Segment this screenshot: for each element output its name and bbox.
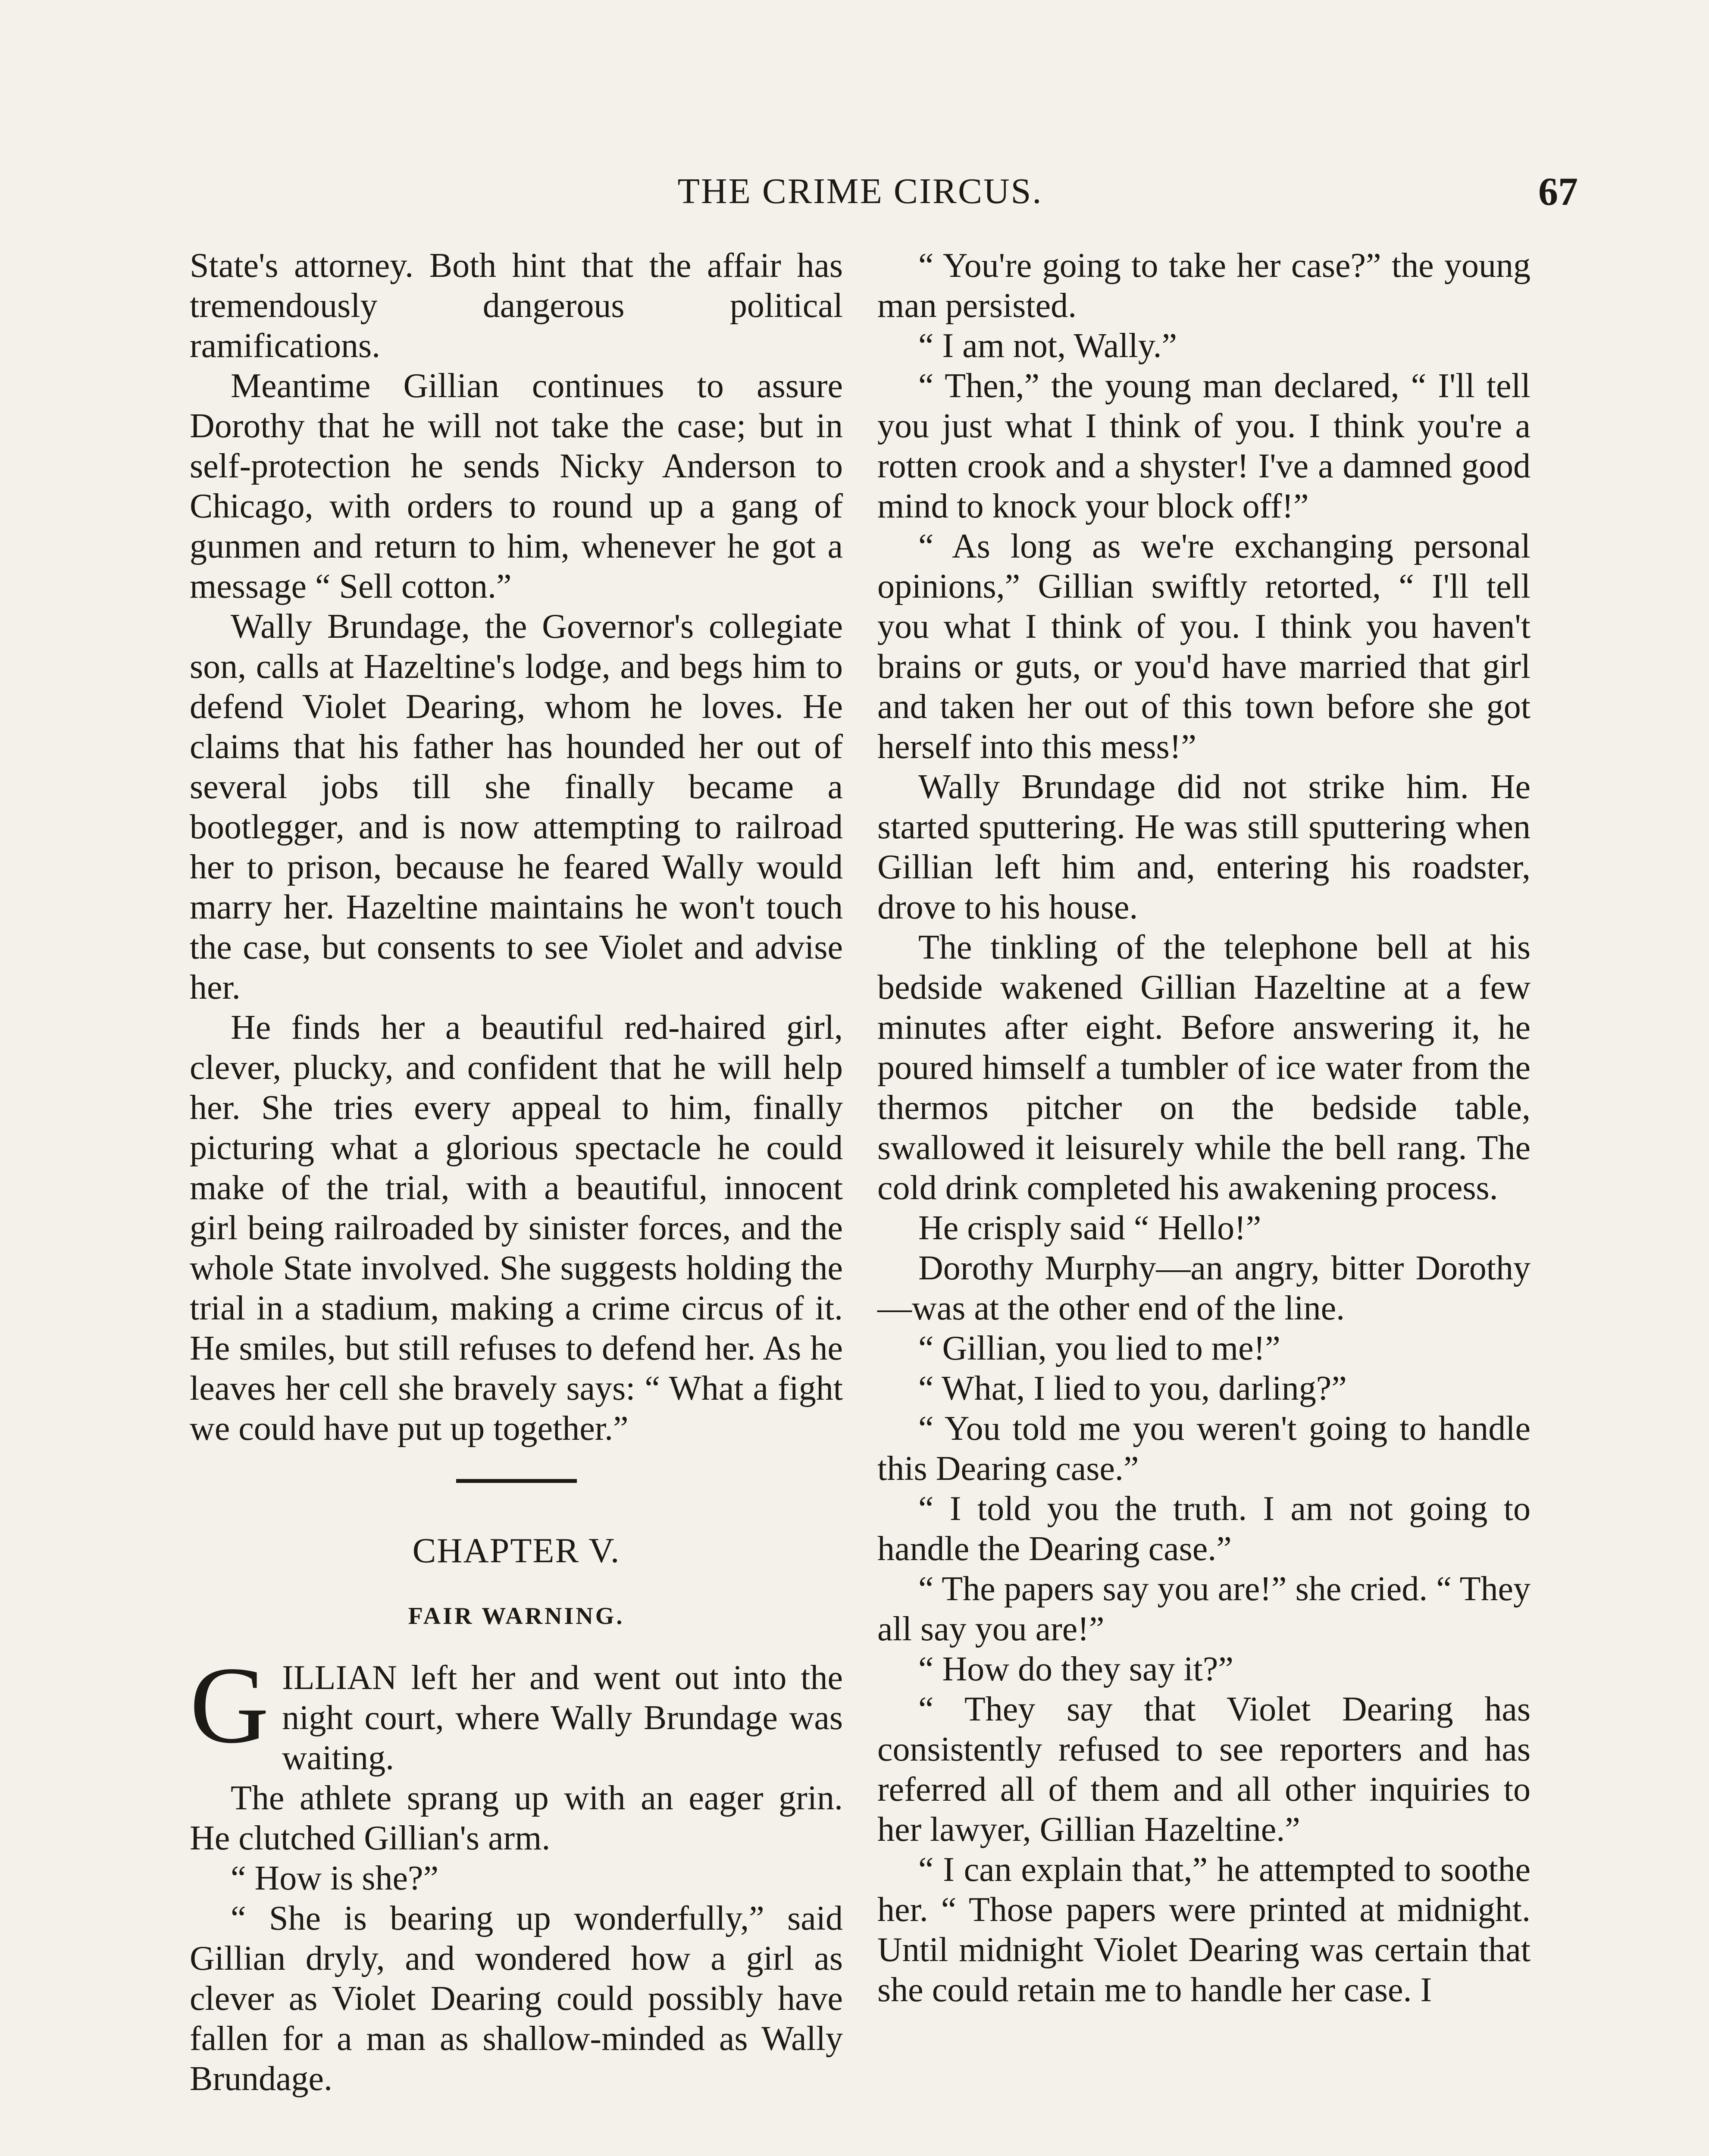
drop-cap: G (190, 1645, 269, 1766)
paragraph: “ What, I lied to you, darling?” (918, 1369, 1347, 1407)
paragraph: Wally Brundage, the Governor's collegiate son, calls at Hazeltine's lodge, and begs him to defend Violet Dearing, whom he loves. He claims that his father has hounded her out of several jobs till she finally became a bootlegger, and is now attempting to railroad her to prison, because he feared Wally would marry her. Hazeltine maintains he won't touch the case, but consents to see Violet and advise her. (190, 608, 843, 1006)
chapter-heading: CHAPTER V. (412, 1531, 620, 1570)
left-column (190, 246, 843, 2099)
opening-text: ILLIAN left her and went out into the night court, where Wally Brundage was waiting. (282, 1659, 843, 1777)
paragraph: He crisply said “ Hello!” (918, 1209, 1261, 1247)
paragraph: State's attorney. Both hint that the affair has tremendously dangerous political ramifications. (190, 247, 843, 365)
paragraph: “ The papers say you are!” she cried. “ They all say you are!” (877, 1570, 1531, 1648)
paragraph: Meantime Gillian continues to assure Dorothy that he will not take the case; but in self-protection he sends Nicky Anderson to Chicago, with orders to round up a gang of gunmen and return to him, whenever he got a message “ Sell cotton.” (190, 367, 843, 605)
paragraph: “ Gillian, you lied to me!” (918, 1329, 1280, 1367)
paragraph: “ How is she?” (231, 1859, 439, 1897)
chapter-opening-paragraph (190, 1645, 843, 1778)
paragraph: “ I am not, Wally.” (918, 327, 1177, 365)
paragraph: He finds her a beautiful red-haired girl, clever, plucky, and confident that he will help her. She tries every appeal to him, finally picturing what a glorious spectacle he could make of the trial, with a beautiful, innocent girl being railroaded by sinister forces, and the whole State involved. She suggests holding the trial in a stadium, making a crime circus of it. He smiles, but still refuses to defend her. As he leaves her cell she bravely says: “ What a fight we could have put up together.” (190, 1009, 843, 1448)
paragraph: “ You told me you weren't going to handle this Dearing case.” (877, 1410, 1531, 1488)
paragraph: “ As long as we're exchanging personal opinions,” Gillian swiftly retorted, “ I'll tell you what I think of you. I think you haven't brains or guts, or you'd have married that girl and taken her out of this town before she got herself into this mess!” (877, 527, 1531, 766)
paragraph: “ They say that Violet Dearing has consistently refused to see reporters and has referred all of them and all other inquiries to her lawyer, Gillian Hazeltine.” (877, 1690, 1531, 1849)
page-header (190, 169, 1578, 218)
paragraph: “ Then,” the young man declared, “ I'll tell you just what I think of you. I think you're a rotten crook and a shyster! I've a damned good mind to knock your block off!” (877, 367, 1531, 525)
paragraph: Dorothy Murphy—an angry, bitter Dorothy—was at the other end of the line. (877, 1249, 1531, 1327)
section-divider (456, 1479, 577, 1483)
paragraph: “ She is bearing up wonderfully,” said Gillian dryly, and wondered how a girl as clever as Violet Dearing could possibly have fallen for a man as shallow-minded as Wally Brundage. (190, 1899, 843, 2098)
paragraph: The tinkling of the telephone bell at his bedside wakened Gillian Hazeltine at a few minutes after eight. Before answering it, he poured himself a tumbler of ice water from the thermos pitcher on the bedside table, swallowed it leisurely while the bell rang. The cold drink completed his awakening process. (877, 928, 1531, 1207)
chapter-subtitle: FAIR WARNING. (408, 1603, 625, 1630)
right-column (877, 246, 1531, 2010)
paragraph: “ I can explain that,” he attempted to soothe her. “ Those papers were printed at midnight. Until midnight Violet Dearing was certain that she could retain me to handle her case. I (877, 1851, 1531, 2009)
paragraph: The athlete sprang up with an eager grin. He clutched Gillian's arm. (190, 1779, 843, 1857)
paragraph: “ How do they say it?” (918, 1650, 1233, 1688)
paragraph: “ You're going to take her case?” the young man persisted. (877, 247, 1531, 325)
paragraph: “ I told you the truth. I am not going to handle the Dearing case.” (877, 1490, 1531, 1568)
running-title: THE CRIME CIRCUS. (677, 171, 1043, 211)
paragraph: Wally Brundage did not strike him. He started sputtering. He was still sputtering when Gillian left him and, entering his roadster, drove to his house. (877, 768, 1531, 926)
page-number: 67 (1538, 169, 1578, 213)
